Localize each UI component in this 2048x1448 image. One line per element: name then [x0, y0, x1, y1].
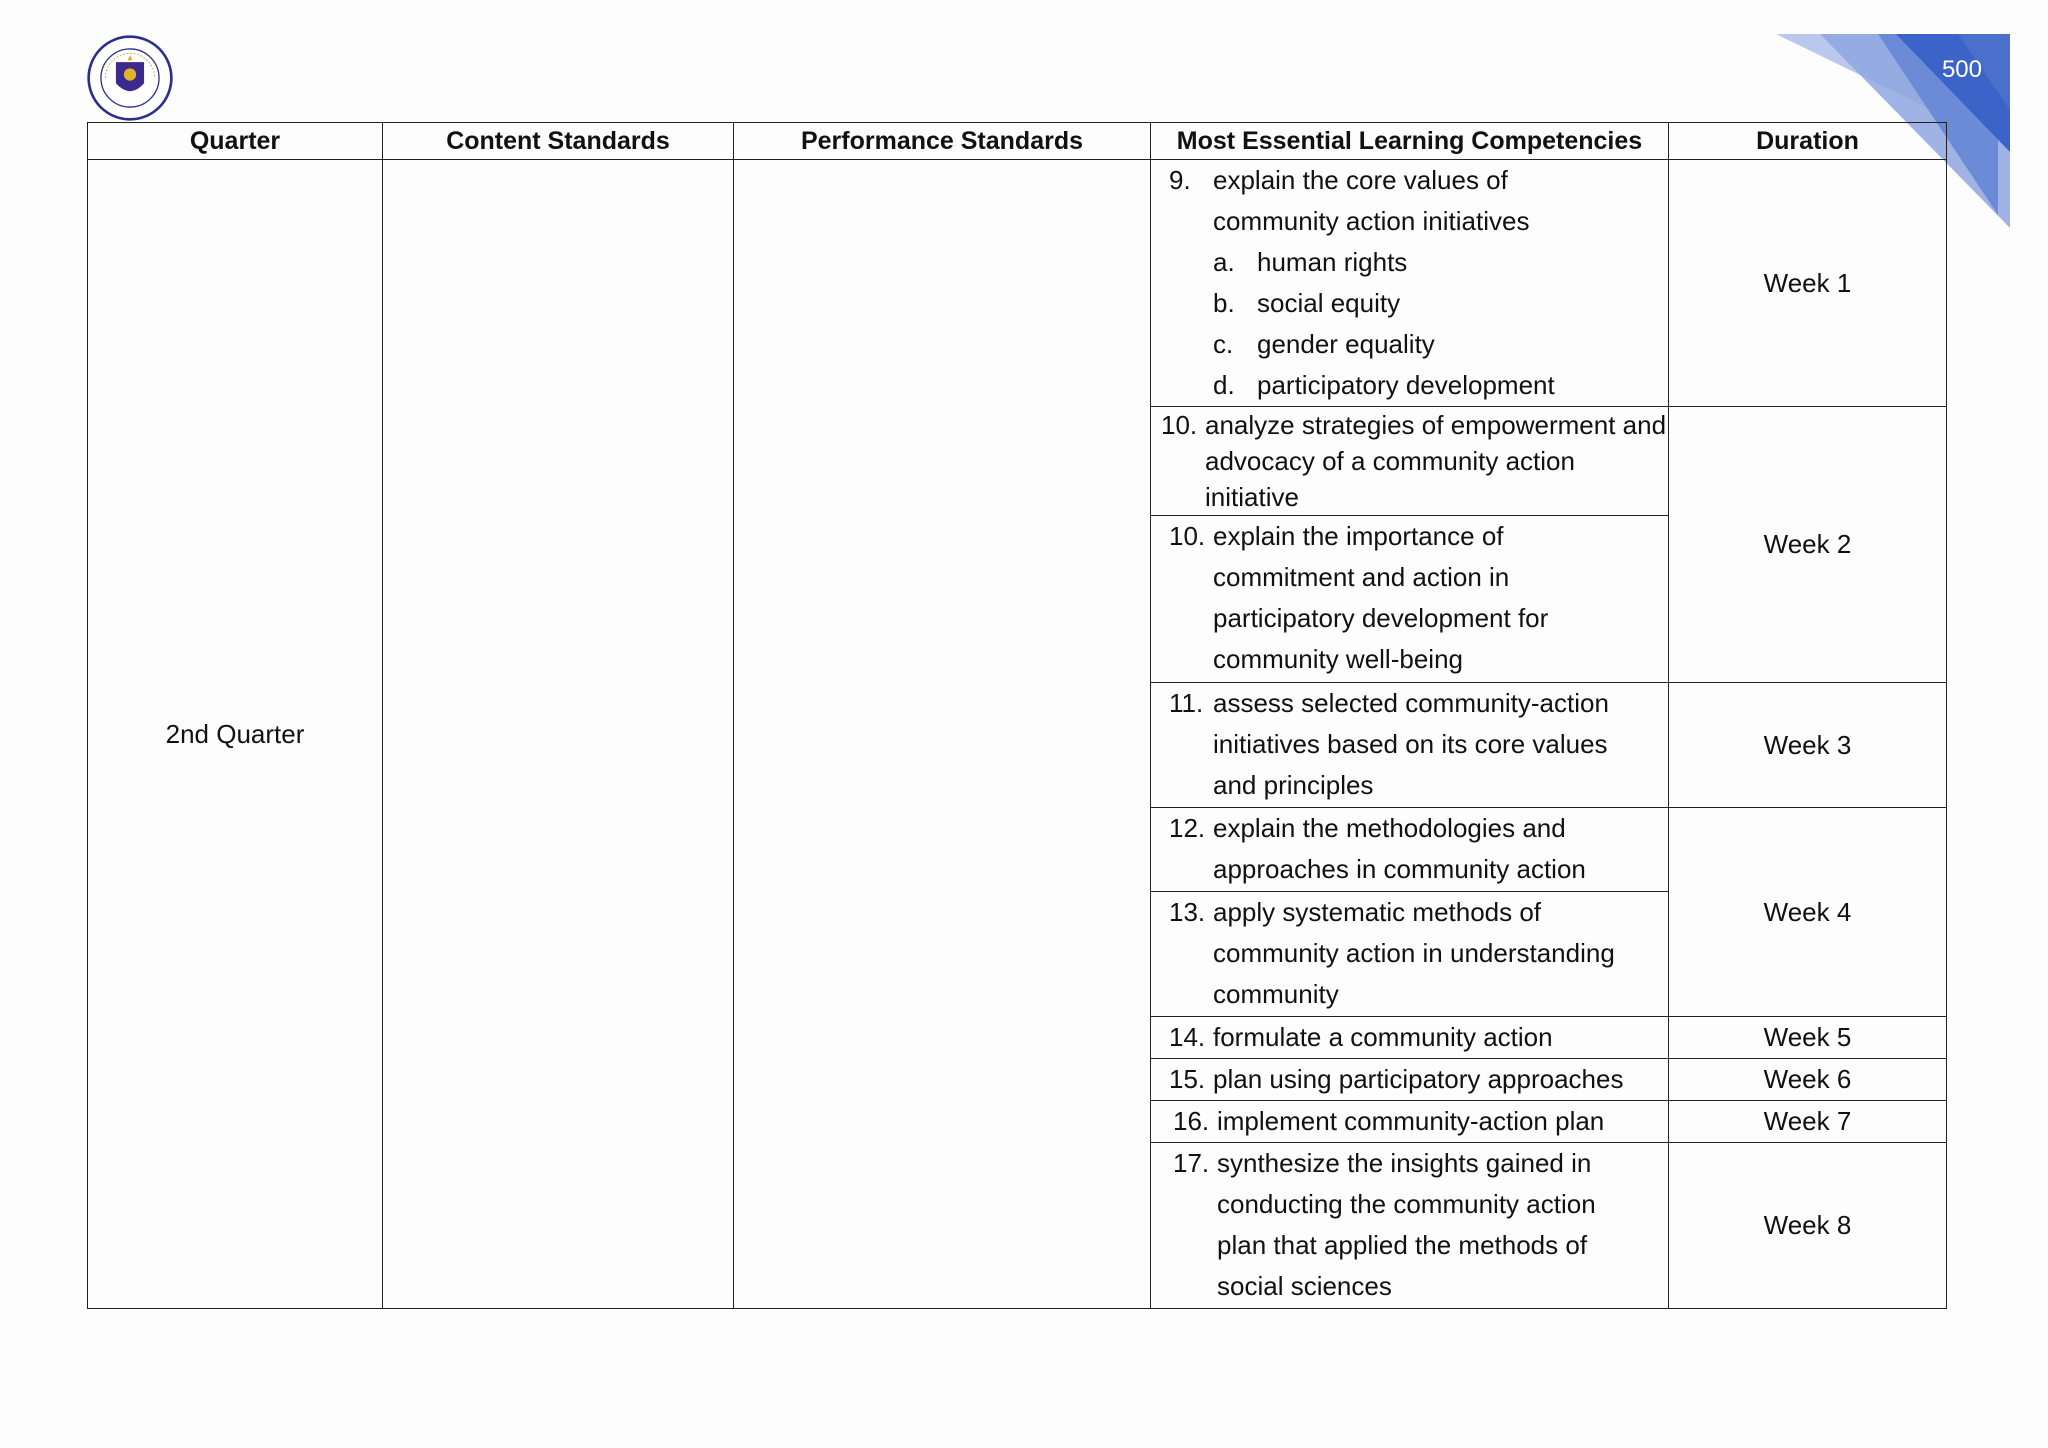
competency-item: 13. apply systematic methods of community action in understanding community [1169, 897, 1615, 1009]
duration-cell: Week 5 [1669, 1017, 1947, 1059]
competency-cell [1151, 892, 1669, 1017]
quarter-cell: 2nd Quarter [88, 160, 383, 1309]
competency-cell [1151, 1017, 1669, 1059]
competency-item: 10. explain the importance of commitment and action in participatory development for community well-being [1169, 521, 1549, 674]
duration-cell: Week 4 [1669, 808, 1947, 1017]
competency-item: 16. implement community-action plan [1173, 1106, 1605, 1136]
duration-cell: Week 6 [1669, 1059, 1947, 1101]
column-header-competencies: Most Essential Learning Competencies [1151, 123, 1669, 160]
page-number: 500 [1941, 56, 1982, 83]
competency-cell [1151, 1059, 1669, 1101]
table-row [88, 160, 1947, 407]
competency-item: 15. plan using participatory approaches [1169, 1064, 1624, 1094]
competency-cell [1151, 516, 1669, 683]
content-standards-cell [383, 160, 734, 1309]
competency-cell [1151, 808, 1669, 892]
curriculum-table [87, 122, 1947, 1309]
duration-cell: Week 8 [1669, 1143, 1947, 1309]
competency-subitem: d. participatory development [1213, 370, 1555, 400]
competency-cell [1151, 160, 1669, 407]
duration-cell: Week 2 [1669, 407, 1947, 683]
duration-cell: Week 3 [1669, 683, 1947, 808]
competency-subitem: a. human rights [1213, 247, 1408, 277]
competency-item: 12. explain the methodologies and approaches in community action [1169, 813, 1586, 884]
competency-item: 14. formulate a community action [1169, 1022, 1553, 1052]
competency-item: 9. explain the core values of community action initiatives [1169, 165, 1530, 236]
competency-item: 17. synthesize the insights gained in conducting the community action plan that applied the methods of social sciences [1173, 1148, 1596, 1301]
competency-item: 11. assess selected community-action initiatives based on its core values and principles [1169, 688, 1609, 800]
deped-seal-icon [86, 34, 174, 122]
column-header-performance-standards: Performance Standards [734, 123, 1151, 160]
competency-cell [1151, 1143, 1669, 1309]
duration-cell: Week 7 [1669, 1101, 1947, 1143]
competency-item: 10. analyze strategies of empowerment and advocacy of a community action initiative [1161, 410, 1667, 512]
column-header-duration: Duration [1669, 123, 1947, 160]
competency-subitem: b. social equity [1213, 288, 1401, 318]
column-header-content-standards: Content Standards [383, 123, 734, 160]
competency-cell [1151, 683, 1669, 808]
column-header-quarter: Quarter [88, 123, 383, 160]
competency-subitem: c. gender equality [1213, 329, 1435, 359]
table-header-row [88, 123, 1947, 160]
competency-cell [1151, 407, 1669, 516]
competency-cell [1151, 1101, 1669, 1143]
duration-cell: Week 1 [1669, 160, 1947, 407]
performance-standards-cell [734, 160, 1151, 1309]
